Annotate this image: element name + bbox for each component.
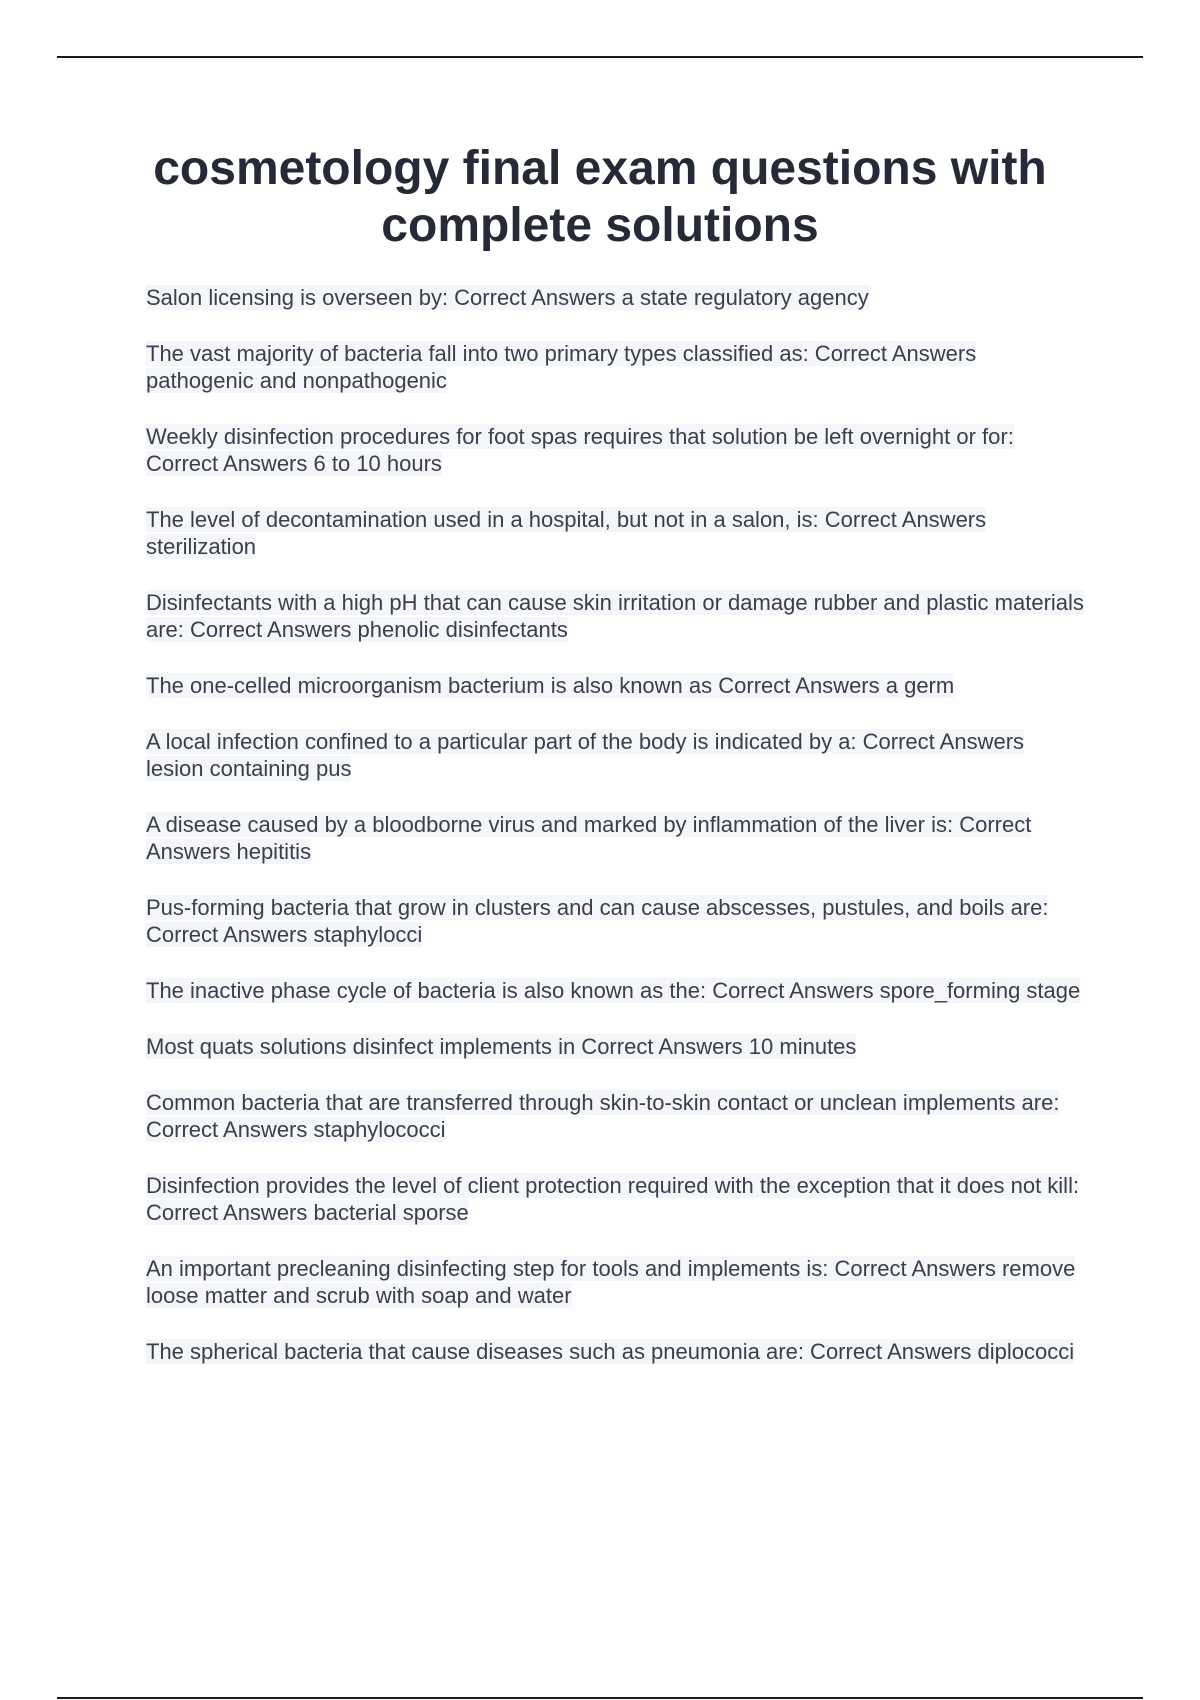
qa-item xyxy=(146,672,1086,699)
qa-item xyxy=(146,340,1086,394)
qa-item xyxy=(146,1338,1086,1365)
qa-item xyxy=(146,423,1086,477)
qa-item xyxy=(146,977,1086,1004)
qa-text: An important precleaning disinfecting step for tools and implements is: Correct Answers remove loose matter and scrub with soap and water xyxy=(146,1256,1076,1308)
qa-item xyxy=(146,1033,1086,1060)
qa-item xyxy=(146,1089,1086,1143)
qa-item xyxy=(146,1255,1086,1309)
qa-item xyxy=(146,589,1086,643)
qa-item xyxy=(146,811,1086,865)
qa-item xyxy=(146,894,1086,948)
qa-item xyxy=(146,284,1086,311)
qa-text: The inactive phase cycle of bacteria is also known as the: Correct Answers spore_forming stage xyxy=(146,978,1081,1003)
qa-text: Pus-forming bacteria that grow in clusters and can cause abscesses, pustules, and boils are: Correct Answers staphylocci xyxy=(146,895,1049,947)
qa-text: Disinfectants with a high pH that can cause skin irritation or damage rubber and plastic materials are: Correct Answers phenolic disinfectants xyxy=(146,590,1084,642)
qa-text: The vast majority of bacteria fall into two primary types classified as: Correct Answers pathogenic and nonpathogenic xyxy=(146,341,977,393)
qa-item xyxy=(146,1172,1086,1226)
qa-text: A local infection confined to a particular part of the body is indicated by a: Correct Answers lesion containing pus xyxy=(146,729,1025,781)
qa-text: The one-celled microorganism bacterium is also known as Correct Answers a germ xyxy=(146,673,955,698)
qa-text: Common bacteria that are transferred through skin-to-skin contact or unclean implements are: Correct Answers staphylococci xyxy=(146,1090,1060,1142)
qa-item xyxy=(146,728,1086,782)
qa-text: Weekly disinfection procedures for foot spas requires that solution be left overnight or for: Correct Answers 6 to 10 hours xyxy=(146,424,1014,476)
qa-text: Disinfection provides the level of client protection required with the exception that it does not kill: Correct Answers bacterial sporse xyxy=(146,1173,1080,1225)
top-divider xyxy=(57,56,1143,58)
document-title: cosmetology final exam questions with complete solutions xyxy=(153,142,1047,252)
qa-text: A disease caused by a bloodborne virus and marked by inflammation of the liver is: Correct Answers hepititis xyxy=(146,812,1032,864)
qa-item xyxy=(146,506,1086,560)
qa-text: Most quats solutions disinfect implements in Correct Answers 10 minutes xyxy=(146,1034,857,1059)
qa-text: The level of decontamination used in a hospital, but not in a salon, is: Correct Answers sterilization xyxy=(146,507,987,559)
qa-list xyxy=(146,284,1086,1394)
qa-text: The spherical bacteria that cause diseases such as pneumonia are: Correct Answers diplococci xyxy=(146,1339,1075,1364)
qa-text: Salon licensing is overseen by: Correct Answers a state regulatory agency xyxy=(146,285,869,310)
bottom-divider xyxy=(57,1697,1143,1699)
